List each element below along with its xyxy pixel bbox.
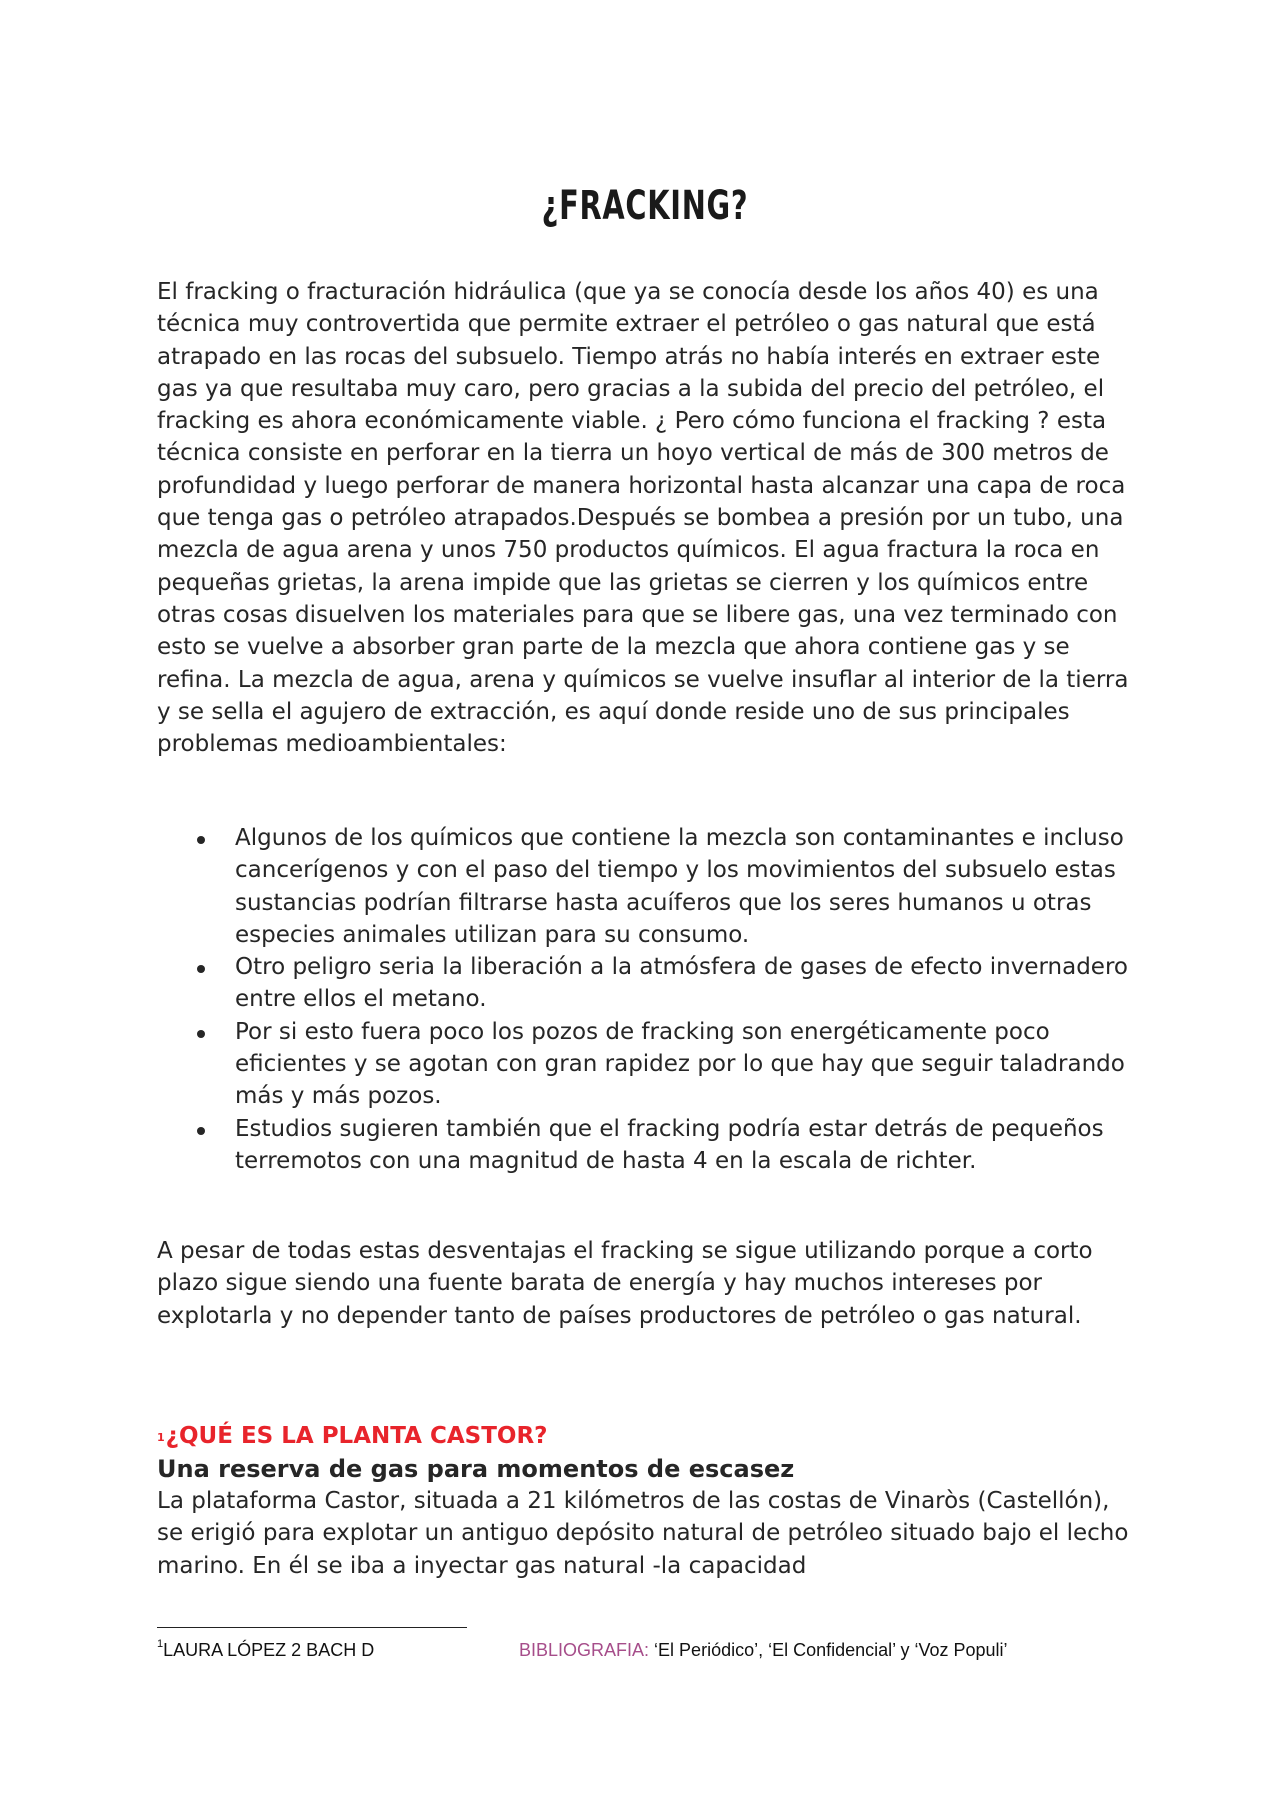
- bullet-icon: [197, 965, 205, 973]
- bullet-icon: [197, 1127, 205, 1135]
- page-title: ¿FRACKING?: [541, 183, 749, 229]
- footnote-author: LAURA LÓPEZ 2 BACH D: [163, 1640, 375, 1660]
- bibliography-sources: ‘El Periódico’, ‘El Confidencial’ y ‘Voz Populi’: [649, 1640, 1008, 1660]
- list-item: [157, 1113, 1137, 1178]
- list-item-text: Por si esto fuera poco los pozos de fracking son energéticamente poco eficientes y se agotan con gran rapidez por lo que hay que seguir taladrando más y más pozos.: [235, 1018, 1125, 1110]
- disadvantages-list: [157, 822, 1137, 1177]
- conclusion-paragraph: A pesar de todas estas desventajas el fracking se sigue utilizando porque a corto plazo sigue siendo una fuente barata de energía y hay muchos intereses por explotarla y no depender tanto de países productores de petróleo o gas natural.: [157, 1238, 1093, 1329]
- list-item-text: Estudios sugieren también que el fracking podría estar detrás de pequeños terremotos con una magnitud de hasta 4 en la escala de richter.: [235, 1115, 1104, 1174]
- footnote-divider: [157, 1627, 467, 1628]
- bibliography-label: BIBLIOGRAFIA:: [519, 1640, 650, 1660]
- bibliography: [519, 1640, 1008, 1661]
- footnote-marker[interactable]: 1: [157, 1431, 165, 1444]
- list-item: [157, 951, 1137, 1016]
- bullet-icon: [197, 836, 205, 844]
- section-heading: [157, 1420, 548, 1452]
- list-item-text: Algunos de los químicos que contiene la mezcla son contaminantes e incluso cancerígenos y con el paso del tiempo y los movimientos del subsuelo estas sustancias podrían filtrarse hasta acuíferos que los seres humanos u otras especies animales utilizan para su consumo.: [235, 825, 1124, 948]
- section-subheading: Una reserva de gas para momentos de escasez: [157, 1455, 795, 1483]
- section-heading-text: ¿QUÉ ES LA PLANTA CASTOR?: [165, 1423, 548, 1449]
- intro-paragraph: El fracking o fracturación hidráulica (que ya se conocía desde los años 40) es una técnica muy controvertida que permite extraer el petróleo o gas natural que está atrapado en las rocas del subsuelo. Tiempo atrás no había interés en extraer este gas ya que resultaba muy caro, pero gracias a la subida del precio del petróleo, el fracking es ahora económicamente viable. ¿ Pero cómo funciona el fracking ? esta técnica consiste en perforar en la tierra un hoyo vertical de más de 300 metros de profundidad y luego perforar de manera horizontal hasta alcanzar una capa de roca que tenga gas o petróleo atrapados.Después se bombea a presión por un tubo, una mezcla de agua arena y unos 750 productos químicos. El agua fractura la roca en pequeñas grietas, la arena impide que las grietas se cierren y los químicos entre otras cosas disuelven los materiales para que se libere gas, una vez terminado con esto se vuelve a absorber gran parte de la mezcla que ahora contiene gas y se refina. La mezcla de agua, arena y químicos se vuelve insuflar al interior de la tierra y se sella el agujero de extracción, es aquí donde reside uno de sus principales problemas medioambientales:: [157, 279, 1129, 758]
- bullet-icon: [197, 1030, 205, 1038]
- footnote: [157, 1640, 374, 1661]
- list-item-text: Otro peligro seria la liberación a la atmósfera de gases de efecto invernadero entre ellos el metano.: [235, 954, 1128, 1013]
- castor-paragraph: La plataforma Castor, situada a 21 kilómetros de las costas de Vinaròs (Castellón), se erigió para explotar un antiguo depósito natural de petróleo situado bajo el lecho marino. En él se iba a inyectar gas natural -la capacidad: [157, 1488, 1129, 1579]
- list-item: [157, 822, 1137, 951]
- list-item: [157, 1016, 1137, 1113]
- footnote-number: 1: [157, 1638, 164, 1650]
